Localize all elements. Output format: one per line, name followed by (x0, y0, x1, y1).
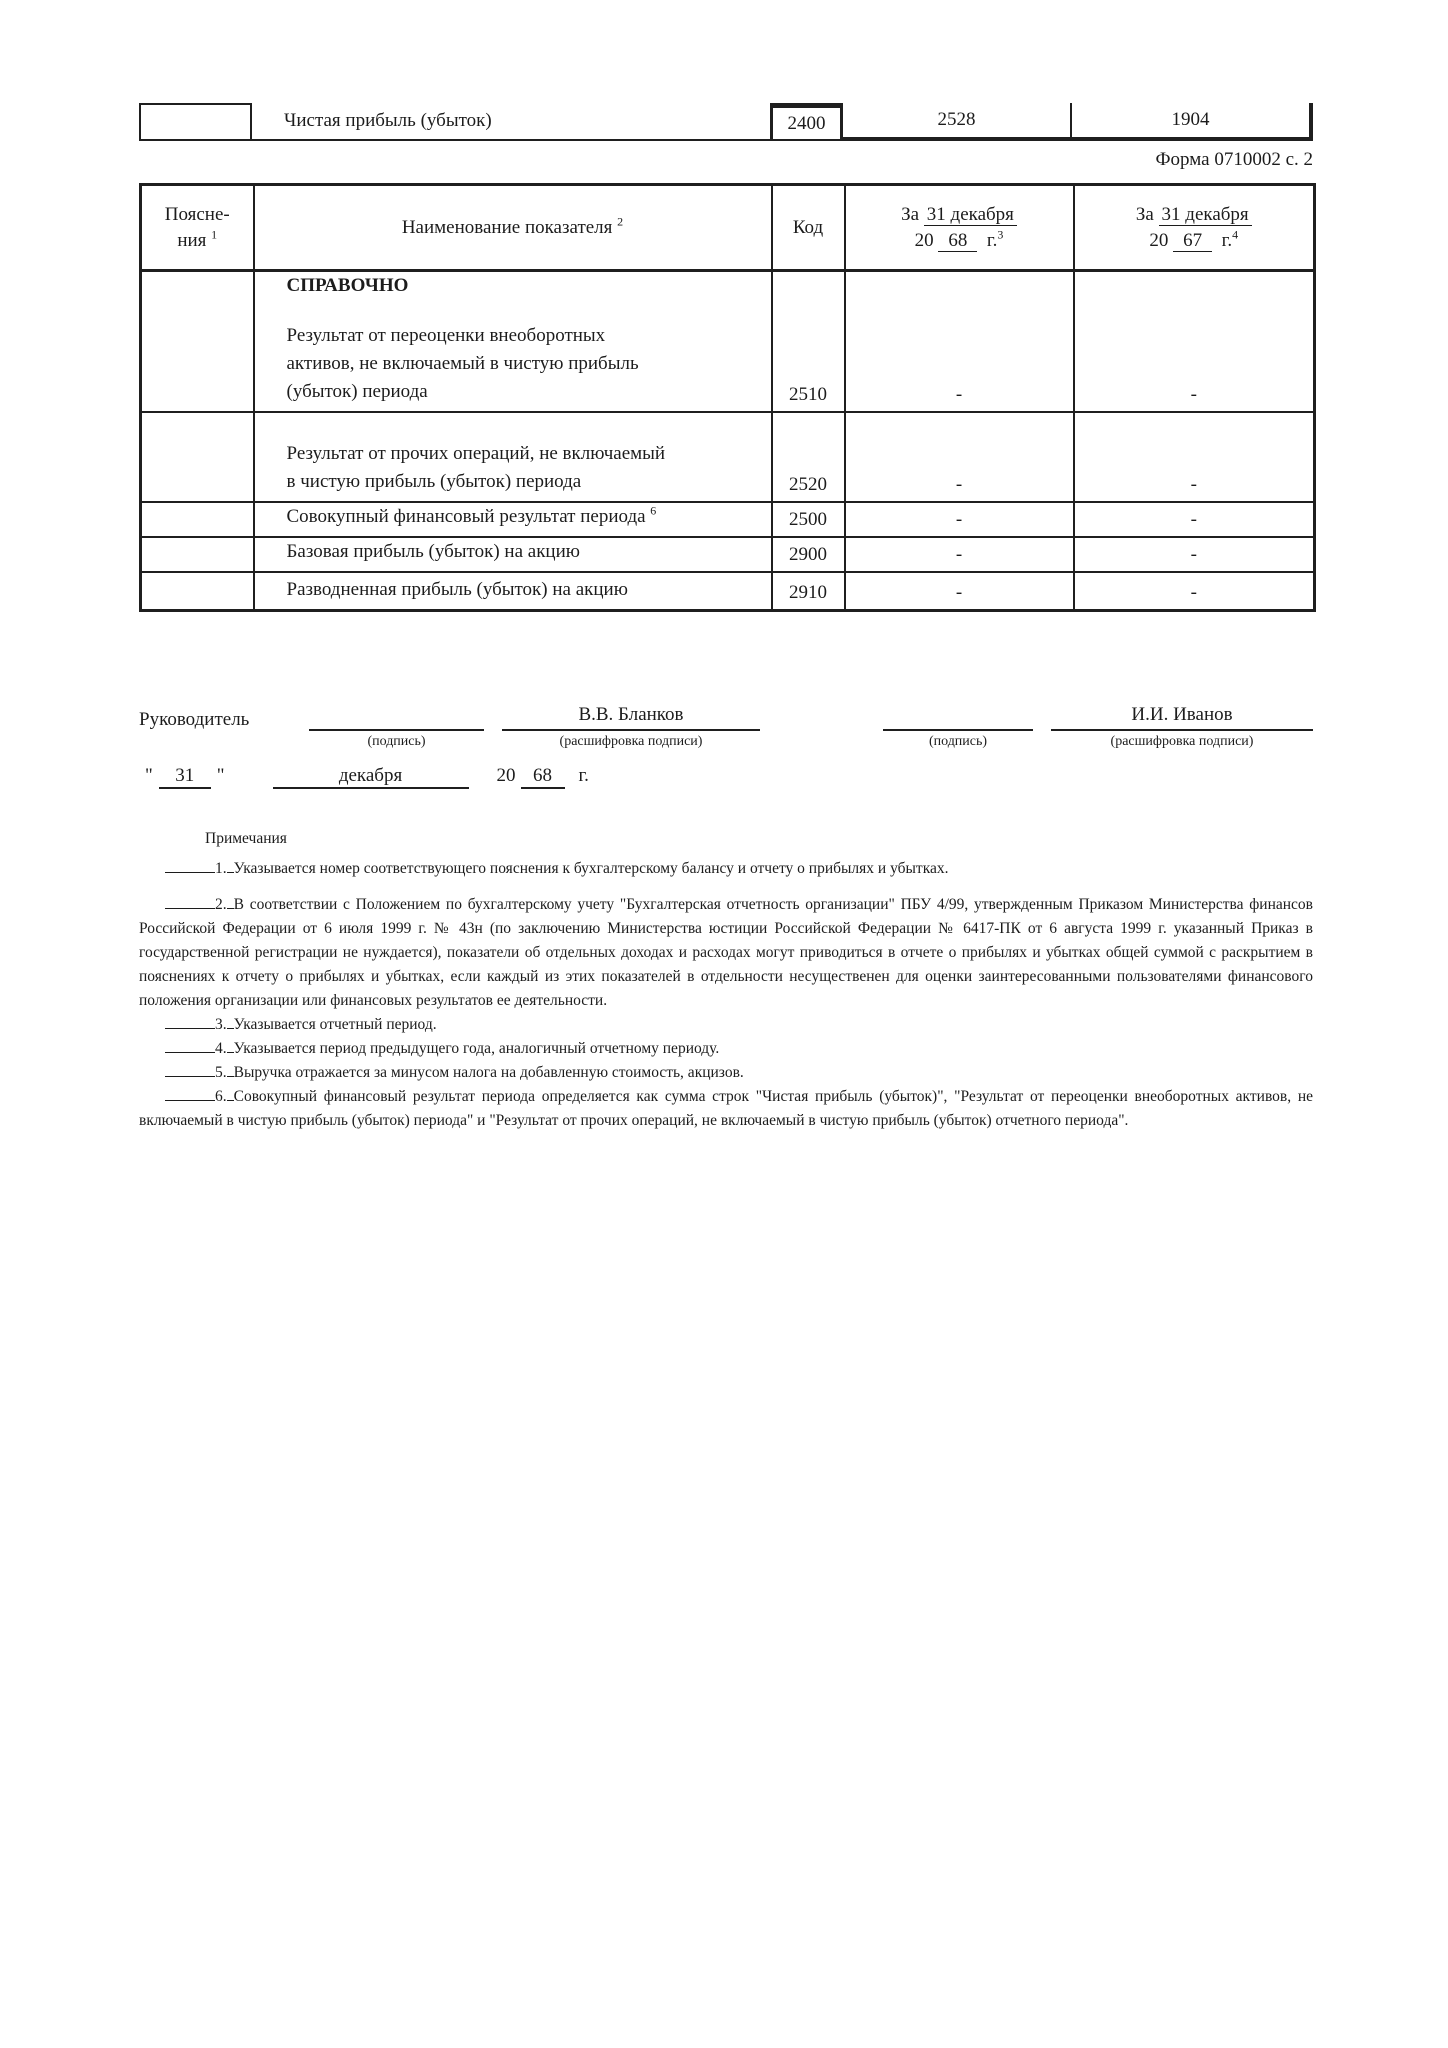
header-period-current-year: 68 (938, 230, 977, 252)
value-previous-cell: - (1074, 537, 1315, 572)
header-period-previous: За 31 декабря 20 67 г.$^4$ (1074, 185, 1315, 271)
leader-line (227, 1076, 234, 1077)
date-month: декабря (273, 765, 469, 789)
note-text: В соответствии с Положением по бухгалтерскому учету "Бухгалтерская отчетность организации" ПБУ 4/99, утвержденным Приказом Министерства финансов Российской Федерации от 6 июля 1999 г. № 43н (по заключению Министерства юстиции Российской Федерации № 6417-ПК от 6 августа 1999 г. указанный Приказ в государственной регистрации не нуждается), показатели об отдельных доходах и расходах могут приводиться в отчете о прибылях и убытках общей суммой с раскрытием в пояснениях к отчету о прибылях и убытках, если каждый из этих показателей в отдельности несущественен для оценки заинтересованными пользователями финансового положения организации или финансовых результатов ее деятельности. (139, 895, 1313, 1009)
header-period-current-sup: 3 (997, 227, 1004, 242)
note-text: Указывается отчетный период. (233, 1015, 437, 1033)
value-current-cell: - (845, 412, 1074, 502)
net-profit-value-previous: 1904 (1072, 103, 1313, 141)
header-explanations (141, 185, 254, 271)
signature-caption: (расшифровка подписи) (559, 733, 703, 749)
header-period-previous-year: 67 (1173, 230, 1212, 252)
table-row-total-financial-result (141, 502, 1315, 537)
code-cell: 2910 (772, 572, 845, 610)
date-century: 20 (496, 764, 516, 786)
table-header-row (141, 185, 1315, 271)
note-number: 4. (215, 1039, 227, 1057)
note-1 (139, 857, 1313, 881)
leader-line (165, 908, 215, 909)
open-quote: " (145, 764, 153, 786)
header-period-previous-sup: 4 (1232, 227, 1239, 242)
leader-line (227, 908, 234, 909)
indicator-cell: Совокупный финансовый результат периода $^6$ (254, 502, 772, 537)
code-cell: 2900 (772, 537, 845, 572)
net-profit-row (139, 103, 1313, 141)
header-period-current: За 31 декабря 20 68 г.$^3$ (845, 185, 1074, 271)
explanation-cell (141, 271, 254, 413)
header-explanations-line2: ния (177, 229, 207, 251)
leader-line (165, 1052, 215, 1053)
note-text: Выручка отражается за минусом налога на добавленную стоимость, акцизов. (233, 1063, 744, 1081)
date-suffix: г. (578, 764, 589, 786)
leader-line (227, 872, 234, 873)
explanation-empty-cell (139, 103, 252, 141)
leader-line (227, 1100, 234, 1101)
signature-slot-accountant-name (1051, 704, 1313, 751)
signature-value (309, 704, 484, 729)
explanation-cell (141, 412, 254, 502)
note-number: 1. (215, 859, 227, 877)
header-explanations-line1: Поясне- (164, 203, 230, 225)
signature-value (883, 704, 1033, 729)
note-text: Совокупный финансовый результат периода определяется как сумма строк "Чистая прибыль (убыток)", "Результат от переоценки внеоборотных активов, не включаемый в чистую прибыль (убыток) периода" и "Результат от прочих операций, не включаемый в чистую прибыль (убыток) отчетного периода". (139, 1087, 1313, 1129)
net-profit-code: 2400 (770, 103, 843, 141)
value-current-cell: - (845, 572, 1074, 610)
page-content (139, 103, 1313, 1133)
header-explanations-sup: 1 (211, 227, 218, 242)
indicator-sup: 6 (650, 503, 657, 518)
note-text: Указывается период предыдущего года, аналогичный отчетному периоду. (233, 1039, 720, 1057)
note-2 (139, 893, 1313, 1013)
leader-line (227, 1028, 234, 1029)
form-reference: Форма 0710002 с. 2 (1155, 149, 1313, 170)
table-row-diluted-eps (141, 572, 1315, 610)
header-period-previous-date: 31 декабря (1159, 204, 1252, 226)
notes-section (139, 827, 1313, 1133)
table-row-other-operations (141, 412, 1315, 502)
close-quote: " (216, 764, 225, 786)
signature-caption: (расшифровка подписи) (1110, 733, 1254, 749)
value-current-cell: - (845, 502, 1074, 537)
note-3 (139, 1013, 1313, 1037)
signature-caption: (подпись) (928, 733, 988, 749)
date-line (139, 765, 1313, 789)
indicator-cell (254, 271, 772, 413)
signature-slot-head-name (502, 704, 760, 751)
note-text: Указывается номер соответствующего пояснения к бухгалтерскому балансу и отчету о прибылях и убытках. (233, 859, 949, 877)
net-profit-label: Чистая прибыль (убыток) (252, 103, 770, 141)
leader-line (165, 1028, 215, 1029)
indicator-cell: Разводненная прибыль (убыток) на акцию (254, 572, 772, 610)
code-cell: 2500 (772, 502, 845, 537)
indicator-text: Результат от переоценки внеоборотных активов, не включаемый в чистую прибыль (убыток) периода (286, 325, 639, 402)
code-cell: 2520 (772, 412, 845, 502)
section-heading: СПРАВОЧНО (286, 275, 409, 296)
value-previous-cell: - (1074, 412, 1315, 502)
value-previous-cell: - (1074, 271, 1315, 413)
leader-line (165, 1076, 215, 1077)
note-number: 3. (215, 1015, 227, 1033)
code-cell: 2510 (772, 271, 845, 413)
signature-name: В.В. Бланков (578, 703, 684, 725)
table-row-basic-eps (141, 537, 1315, 572)
signature-block (139, 704, 1313, 751)
note-4 (139, 1037, 1313, 1061)
leader-line (165, 1100, 215, 1101)
header-indicator-sup: 2 (617, 214, 624, 229)
leader-line (227, 1052, 234, 1053)
note-number: 6. (215, 1087, 227, 1105)
date-day: 31 (159, 765, 211, 789)
header-code: Код (772, 185, 845, 271)
note-number: 2. (215, 895, 227, 913)
date-year: 68 (521, 765, 565, 789)
value-previous-cell: - (1074, 502, 1315, 537)
explanation-cell (141, 502, 254, 537)
leader-line (165, 872, 215, 873)
explanation-cell (141, 572, 254, 610)
explanation-cell (141, 537, 254, 572)
note-5 (139, 1061, 1313, 1085)
signature-name: И.И. Иванов (1131, 703, 1233, 725)
role-label: Руководитель (139, 708, 250, 730)
table-row-revaluation (141, 271, 1315, 413)
value-previous-cell: - (1074, 572, 1315, 610)
value-current-cell: - (845, 271, 1074, 413)
note-6 (139, 1085, 1313, 1133)
notes-title: Примечания (205, 829, 287, 847)
signature-caption: (подпись) (367, 733, 426, 749)
reference-table (139, 183, 1316, 612)
indicator-cell: Базовая прибыль (убыток) на акцию (254, 537, 772, 572)
net-profit-value-current: 2528 (843, 103, 1072, 141)
indicator-cell: Результат от прочих операций, не включаемый в чистую прибыль (убыток) периода (254, 412, 772, 502)
header-indicator-name: Наименование показателя $^2$ (254, 185, 772, 271)
signature-slot-head-sign (309, 704, 484, 751)
spacer (287, 300, 673, 322)
header-period-current-date: 31 декабря (924, 204, 1017, 226)
value-current-cell: - (845, 537, 1074, 572)
note-number: 5. (215, 1063, 227, 1081)
signature-slot-accountant-sign (883, 704, 1033, 751)
